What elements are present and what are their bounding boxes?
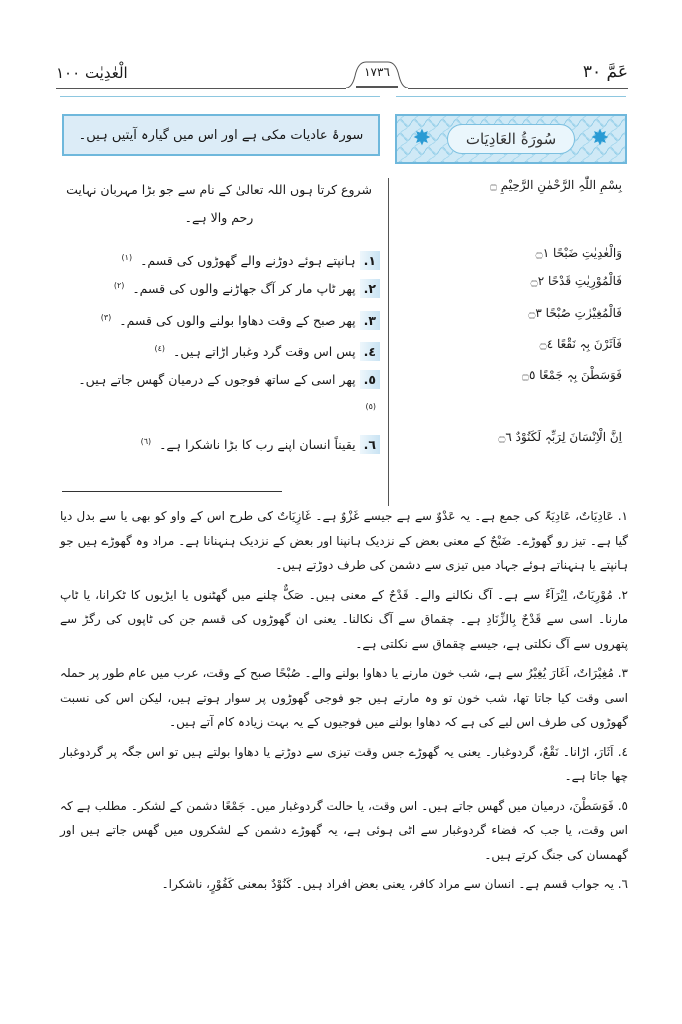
verse-translation xyxy=(60,366,380,423)
footnote-separator xyxy=(62,491,282,492)
star-ornament-icon: ✸ xyxy=(412,126,432,151)
verse-number: ٣. xyxy=(360,311,380,330)
footnote: ٢. مُوْرِیَاتٌ، اِیْرَآءٌ سے ہے۔ آگ نکالنے والے۔ قَدْحٌ کے معنی ہیں۔ صَکٌّ چلنے میں گھٹنوں یا ایڑیوں کا ٹکرانا، یا ٹاپ مارنا۔ اسی سے قَدْحٌ بِالزِّنَادِ ہے۔ چقماق سے آگ نکالنا۔ یعنی ان گھوڑوں کی قسم جن کی ٹاپوں کی رگڑ سے پتھروں سے آگ نکلتی ہے، جیسے چقماق سے نکلتی ہے۔ xyxy=(60,587,628,651)
footnote: ٤. اَثَارَ، اڑانا۔ نَقْعٌ، گردوغبار۔ یعنی یہ گھوڑے جس وقت تیزی سے دوڑتے یا دھاوا بولتے ہیں تو اس جگہ پر گردوغبار چھا جاتا ہے۔ xyxy=(60,744,628,783)
verse-arabic: اِنَّ الْاِنْسَانَ لِرَبِّہٖ لَکَنُوْدٌ ۝٦ xyxy=(498,430,622,444)
footnote: ١. عَادِیَاتٌ، عَادِیَۃٌ کی جمع ہے۔ یہ عَدْوٌ سے ہے جیسے غَزْوٌ ہے۔ غَازِیَاتٌ کی طرح اس کے واو کو بھی یا سے بدل دیا گیا ہے۔ تیز رو گھوڑے۔ ضَبْحٌ کے معنی بعض کے نزدیک ہانپنا اور بعض کے نزدیک ہنہنانا ہے۔ مراد وہ گھوڑے ہیں جو ہانپتے یا ہنہناتے ہوئے جہاد میں تیزی سے دشمن کی طرف دوڑتے ہیں۔ xyxy=(60,509,628,572)
surah-info-text: سورۂ عادیات مکی ہے اور اس میں گیارہ آیتیں ہیں۔ xyxy=(78,127,364,143)
header-rule-right xyxy=(408,88,628,89)
page-header xyxy=(56,60,628,90)
verse-text: پھر صبح کے وقت دھاوا بولنے والوں کی قسم۔ xyxy=(119,313,356,329)
header-subrule-right xyxy=(396,96,626,97)
footnote-marker[interactable]: (٣) xyxy=(100,313,112,322)
footnote-marker[interactable]: (١) xyxy=(121,253,133,262)
footnote-marker[interactable]: (٥) xyxy=(365,402,376,411)
verse-translation xyxy=(60,428,380,458)
footnote: ٥. فَوَسَطْنَ، درمیان میں گھس جاتے ہیں۔ اس وقت، یا حالت گردوغبار میں۔ جَمْعًا دشمن کے لشکر۔ مطلب ہے کہ اس وقت، یا جب کہ فضاء گردوغبار سے اٹی ہوئی ہے، یہ گھوڑے دشمن کے لشکروں میں گھس جاتے ہیں اور گھمسان کی جنگ کرتے ہیں۔ xyxy=(60,798,628,862)
footnote: ٣. مُغِیْرَاتٌ، اَغَارَ یُغِیْرُ سے ہے، شب خون مارنے یا دھاوا بولنے والے۔ صُبْحًا صبح کے وقت، عرب میں عام طور پر حملہ اسی وقت کیا جاتا تھا، شب خون تو وہ مارتے ہیں جو فوجی گھوڑوں پر سوار ہوتے ہیں، لیکن اس کی نسبت گھوڑوں کی طرف اس لیے کی ہے کہ دھاوا بولنے میں فوجیوں کے یہ بہت زیادہ کام آتے ہیں۔ xyxy=(60,666,628,729)
surah-title-banner xyxy=(395,114,627,164)
column-divider xyxy=(388,178,389,506)
surah-info-box xyxy=(62,114,380,156)
star-ornament-icon: ✸ xyxy=(590,126,610,151)
verse-arabic: وَالْعٰدِیٰتِ ضَبْحًا ۝١ xyxy=(535,246,622,260)
verse-number: ٥. xyxy=(360,370,380,389)
verse-arabic: فَالْمُغِیْرٰتِ صُبْحًا ۝٣ xyxy=(528,306,622,320)
footnote-marker[interactable]: (٤) xyxy=(154,344,166,353)
bismillah-arabic: بِسْمِ اللّٰہِ الرَّحْمٰنِ الرَّحِیْمِ ۝ xyxy=(489,178,622,192)
juz-label: عَمَّ ٣٠ xyxy=(582,62,628,82)
page-number: ١٧٣٦ xyxy=(364,65,390,79)
footnote-marker[interactable]: (٢) xyxy=(113,281,125,290)
surah-title-cartouche xyxy=(447,124,575,154)
verse-arabic: فَوَسَطْنَ بِہٖ جَمْعًا ۝٥ xyxy=(521,368,622,382)
header-subrule-left xyxy=(60,96,380,97)
verse-text: پس اس وقت گرد وغبار اڑاتے ہیں۔ xyxy=(173,344,356,360)
verse-translation xyxy=(60,304,380,334)
verse-text: ہانپتے ہوئے دوڑنے والے گھوڑوں کی قسم۔ xyxy=(140,253,356,269)
verse-translation xyxy=(60,244,380,274)
verse-number: ١. xyxy=(360,251,380,270)
verse-arabic: فَالْمُوْرِیٰتِ قَدْحًا ۝٢ xyxy=(530,274,622,288)
verse-number: ٢. xyxy=(360,279,380,298)
verse-text: پھر ٹاپ مار کر آگ جھاڑنے والوں کی قسم۔ xyxy=(132,281,356,297)
surah-title: سُورَةُ العَادِيَات xyxy=(465,130,557,148)
page-number-tab xyxy=(346,56,408,88)
verse-number: ٦. xyxy=(360,435,380,454)
verse-number: ٤. xyxy=(360,342,380,361)
footnotes xyxy=(60,504,628,902)
verse-text: یقیناً انسان اپنے رب کا بڑا ناشکرا ہے۔ xyxy=(159,437,356,453)
header-rule-left xyxy=(56,88,346,89)
verse-text: پھر اسی کے ساتھ فوجوں کے درمیان گھس جاتے ہیں۔ xyxy=(78,372,356,387)
surah-reference: الْعٰدِيٰت ١٠٠ xyxy=(56,64,128,82)
verse-arabic: فَاَثَرْنَ بِہٖ نَقْعًا ۝٤ xyxy=(539,337,622,351)
bismillah-translation: شروع کرتا ہوں اللہ تعالیٰ کے نام سے جو بڑا مہربان نہایت رحم والا ہے۔ xyxy=(66,182,372,225)
verse-translation xyxy=(60,272,380,302)
footnote: ٦. یہ جواب قسم ہے۔ انسان سے مراد کافر، یعنی بعض افراد ہیں۔ کَنُوْدٌ بمعنی کَفُوْرٍ، ناشکرا۔ xyxy=(161,877,628,891)
footnote-marker[interactable]: (٦) xyxy=(140,437,152,446)
verse-translation xyxy=(60,335,380,365)
